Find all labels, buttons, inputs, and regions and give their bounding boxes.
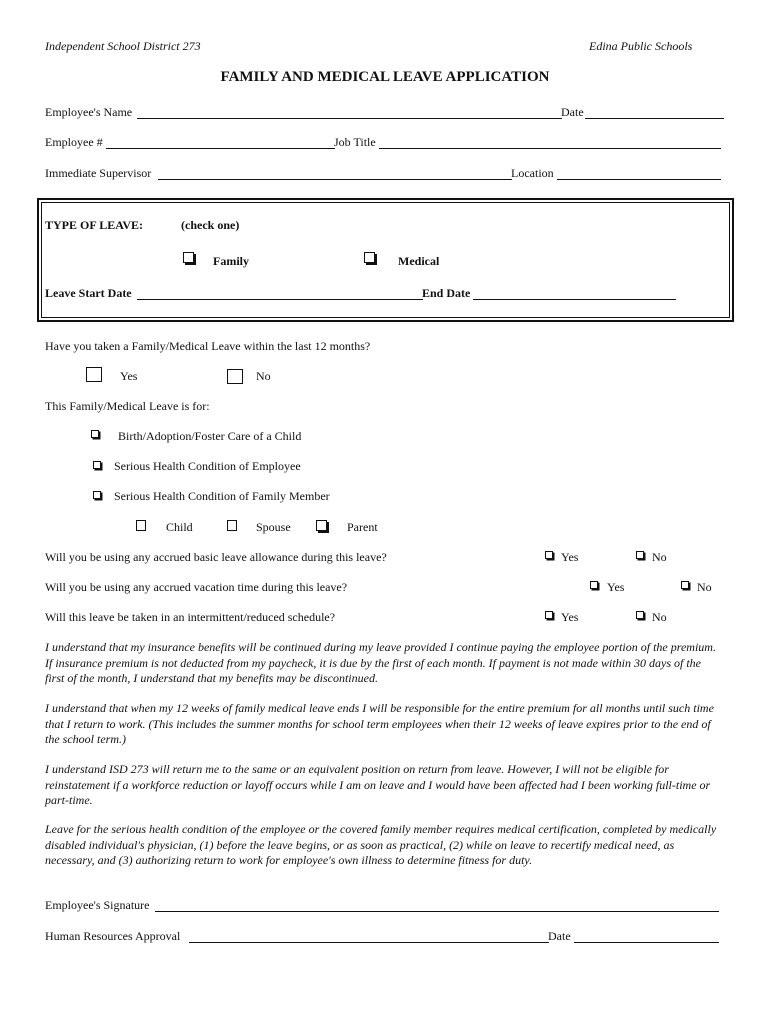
prior-leave-no-checkbox[interactable] [227,369,243,384]
supervisor-field[interactable] [158,179,512,180]
leave-type-label: TYPE OF LEAVE: [45,218,144,232]
school-name: Edina Public Schools [589,39,693,53]
district-name: Independent School District 273 [45,39,201,53]
employee-condition-label: Serious Health Condition of Employee [114,459,301,473]
hr-approval-field[interactable] [189,942,549,943]
hr-date-label: Date [548,929,571,943]
vacation-yes-label: Yes [607,580,625,594]
check-one-note: (check one) [181,218,240,232]
family-label: Family [213,254,249,268]
employee-number-label: Employee # [45,135,103,149]
hr-date-field[interactable] [574,942,719,943]
employee-signature-label: Employee's Signature [45,898,150,912]
child-label: Child [166,520,193,534]
page-title: FAMILY AND MEDICAL LEAVE APPLICATION [220,69,550,85]
location-field[interactable] [557,179,721,180]
date-label: Date [561,105,584,119]
medical-label: Medical [398,254,440,268]
job-title-label: Job Title [334,135,376,149]
intermittent-yes-label: Yes [561,610,579,624]
vacation-question: Will you be using any accrued vacation time during this leave? [45,580,348,594]
leave-start-date-label: Leave Start Date [45,286,132,300]
vacation-no-label: No [697,580,712,594]
intermittent-no-label: No [652,610,667,624]
prior-leave-question: Have you taken a Family/Medical Leave within the last 12 months? [45,339,371,353]
parent-checkbox[interactable] [316,520,327,531]
basic-leave-yes-checkbox[interactable] [545,551,553,559]
intermittent-yes-checkbox[interactable] [545,611,553,619]
family-condition-checkbox[interactable] [93,491,101,499]
basic-leave-no-checkbox[interactable] [636,551,644,559]
leave-start-date-field[interactable] [137,299,423,300]
date-field[interactable] [585,118,724,119]
birth-adoption-label: Birth/Adoption/Foster Care of a Child [118,429,302,443]
prior-leave-no-label: No [256,369,271,383]
hr-approval-label: Human Resources Approval [45,929,181,943]
end-date-field[interactable] [473,299,676,300]
employee-number-field[interactable] [106,148,335,149]
location-label: Location [511,166,554,180]
supervisor-label: Immediate Supervisor [45,166,152,180]
employee-name-field[interactable] [137,118,562,119]
employee-signature-field[interactable] [155,911,719,912]
basic-leave-yes-label: Yes [561,550,579,564]
reinstatement-paragraph: I understand ISD 273 will return me to the same or an equivalent position on return from leave. However, I will not be eligible for reinstatement if a workforce reduction or layoff occurs while I am on leave and I would have been affected had I been working full-time or part-time. [45,762,711,807]
vacation-yes-checkbox[interactable] [590,581,598,589]
prior-leave-yes-label: Yes [120,369,138,383]
vacation-no-checkbox[interactable] [681,581,689,589]
family-checkbox[interactable] [183,252,194,263]
family-condition-label: Serious Health Condition of Family Member [114,489,330,503]
employee-condition-checkbox[interactable] [93,461,101,469]
intermittent-question: Will this leave be taken in an intermittent/reduced schedule? [45,610,336,624]
insurance-paragraph: I understand that my insurance benefits will be continued during my leave provided I continue paying the employee portion of the premium. If insurance premium is not deducted from my paycheck, it is due by the first of each month. If payment is not made within 30 days of the first of the month, I understand that my benefits may be discontinued. [45,640,716,685]
job-title-field[interactable] [379,148,721,149]
prior-leave-yes-checkbox[interactable] [86,367,102,382]
spouse-label: Spouse [256,520,291,534]
certification-paragraph: Leave for the serious health condition of the employee or the covered family member requires medical certification, completed by medically disabled individual's physician, (1) before the leave begins, or as soon as practical, (2) while on leave to recertify medical need, as necessary, and (3) authorizing return to work for employee's own illness to determine fitness for duty. [45,822,717,867]
leave-type-box-inner [41,202,730,318]
basic-leave-question: Will you be using any accrued basic leave allowance during this leave? [45,550,387,564]
birth-adoption-checkbox[interactable] [91,430,99,438]
leave-reason-question: This Family/Medical Leave is for: [45,399,210,413]
intermittent-no-checkbox[interactable] [636,611,644,619]
spouse-checkbox[interactable] [227,520,237,531]
medical-checkbox[interactable] [364,252,375,263]
employee-name-label: Employee's Name [45,105,133,119]
premium-paragraph: I understand that when my 12 weeks of family medical leave ends I will be responsible for the entire premium for all months until such time that I return to work. (This includes the summer months for school term employees when their 12 weeks of leave expires prior to the end of the school term.) [45,701,714,746]
basic-leave-no-label: No [652,550,667,564]
end-date-label: End Date [422,286,471,300]
parent-label: Parent [347,520,378,534]
child-checkbox[interactable] [136,520,146,531]
